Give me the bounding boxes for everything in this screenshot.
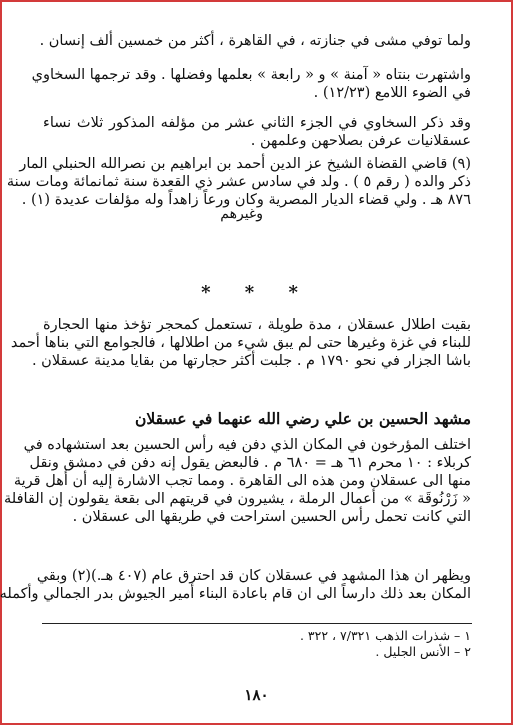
text-line: وقد ذكر السخاوي في الجزء الثاني عشر من مؤلفه المذكور ثلاث نساء [43, 115, 471, 131]
paragraph-ascalonian-women [43, 114, 471, 150]
paragraph-shrine-fire [0, 567, 471, 603]
text-line: (٩) قاضي القضاة الشيخ عز الدين أحمد بن ابراهيم بن نصرالله الحنبلي المار [19, 156, 471, 172]
section-heading: مشهد الحسين بن علي رضي الله عنهما في عسقلان [135, 409, 471, 428]
others-line: وغيرهم [220, 206, 263, 222]
text-line: المكان بعد ذلك دارساً الى ان قام باعادة البناء أمير الجيوش بدر الجمالي وأكمله [0, 586, 471, 602]
text-line: منها الى عسقلان ومن هذه الى القاهرة . ومما تجب الاشارة إليه أن أهل قرية [13, 473, 471, 489]
paragraph-entry-9 [6, 155, 471, 209]
text-line: باشا الجزار في نحو ١٧٩٠ م . جلبت أكثر حجارتها من بقايا مدينة عسقلان . [31, 353, 471, 369]
text-line: « زَرْنُوقَة » من أعمال الرملة ، يشيرون في قريتهم الى بقعة يقولون إن القافلة [4, 491, 471, 507]
footnote-divider [42, 623, 472, 624]
text-line: كربلاء : ١٠ محرم ٦١ هـ = ٦٨٠ م . فالبعض يقول إنه دفن في دمشق ونقل [29, 455, 471, 471]
footnote-2: ٢ – الأنس الجليل . [375, 644, 471, 659]
text-line: للبناء في غزة وغيرها حتى لم يبق شيء من اطلالها ، فالجوامع التي بناها أحمد [10, 335, 471, 351]
text-line: ويظهر ان هذا المشهد في عسقلان كان قد احترق عام (٤٠٧ هـ.)(٢) وبقي [36, 568, 471, 584]
text-line: التي كانت تحمل رأس الحسين استراحت في طريقها الى عسقلان . [72, 509, 471, 525]
section-separator: * * * [201, 282, 312, 303]
text-line: ٨٧٦ هـ . ولي قضاء الديار المصرية وكان ورعاً زاهداً وله مؤلفات عديدة (١) . [21, 192, 471, 208]
text-line: ولما توفي مشى في جنازته ، في القاهرة ، أكثر من خمسين ألف إنسان . [39, 33, 471, 49]
text-line: بقيت اطلال عسقلان ، مدة طويلة ، تستعمل كمحجر تؤخذ منها الحجارة [43, 317, 471, 333]
text-line: في الضوء اللامع (١٢/٢٣) . [313, 85, 471, 101]
text-line: عسقلانيات عرفن بصلاحهن وعلمهن . [250, 133, 471, 149]
paragraph-shrine [4, 436, 471, 526]
text-line: واشتهرت بنتاه « آمنة » و « رابعة » بعلمها وفضلها . وقد ترجمها السخاوي [31, 67, 471, 83]
paragraph-ruins [10, 316, 471, 370]
paragraph-daughters [31, 66, 471, 102]
text-line: ذكر والده ( رقم ٥ ) . ولد في سادس عشر ذي القعدة سنة ثمانمائة ومات سنة [6, 174, 471, 190]
text-line: اختلف المؤرخون في المكان الذي دفن فيه رأس الحسين بعد استشهاده في [23, 437, 471, 453]
footnotes [41, 628, 471, 660]
footnote-1: ١ – شذرات الذهب ٧/٣٢١ ، ٣٢٢ . [299, 628, 471, 643]
page-number: ١٨٠ [244, 686, 269, 704]
paragraph-funeral [39, 32, 471, 50]
